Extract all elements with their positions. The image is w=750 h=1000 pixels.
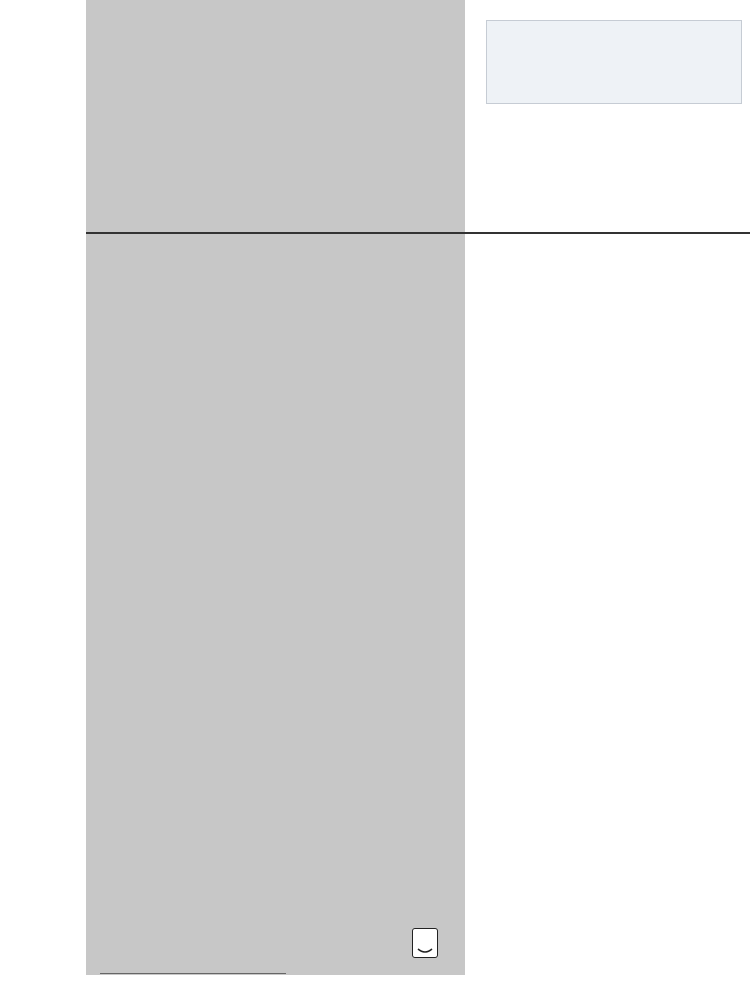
ismn-barcode-icon [586,936,736,980]
grey-panel [86,0,465,975]
upc-barcode-icon [591,29,737,97]
footer-line [100,973,286,974]
title-rule [86,232,750,234]
sikorski-logo-icon [412,928,438,958]
distributor-sticker [486,20,742,104]
